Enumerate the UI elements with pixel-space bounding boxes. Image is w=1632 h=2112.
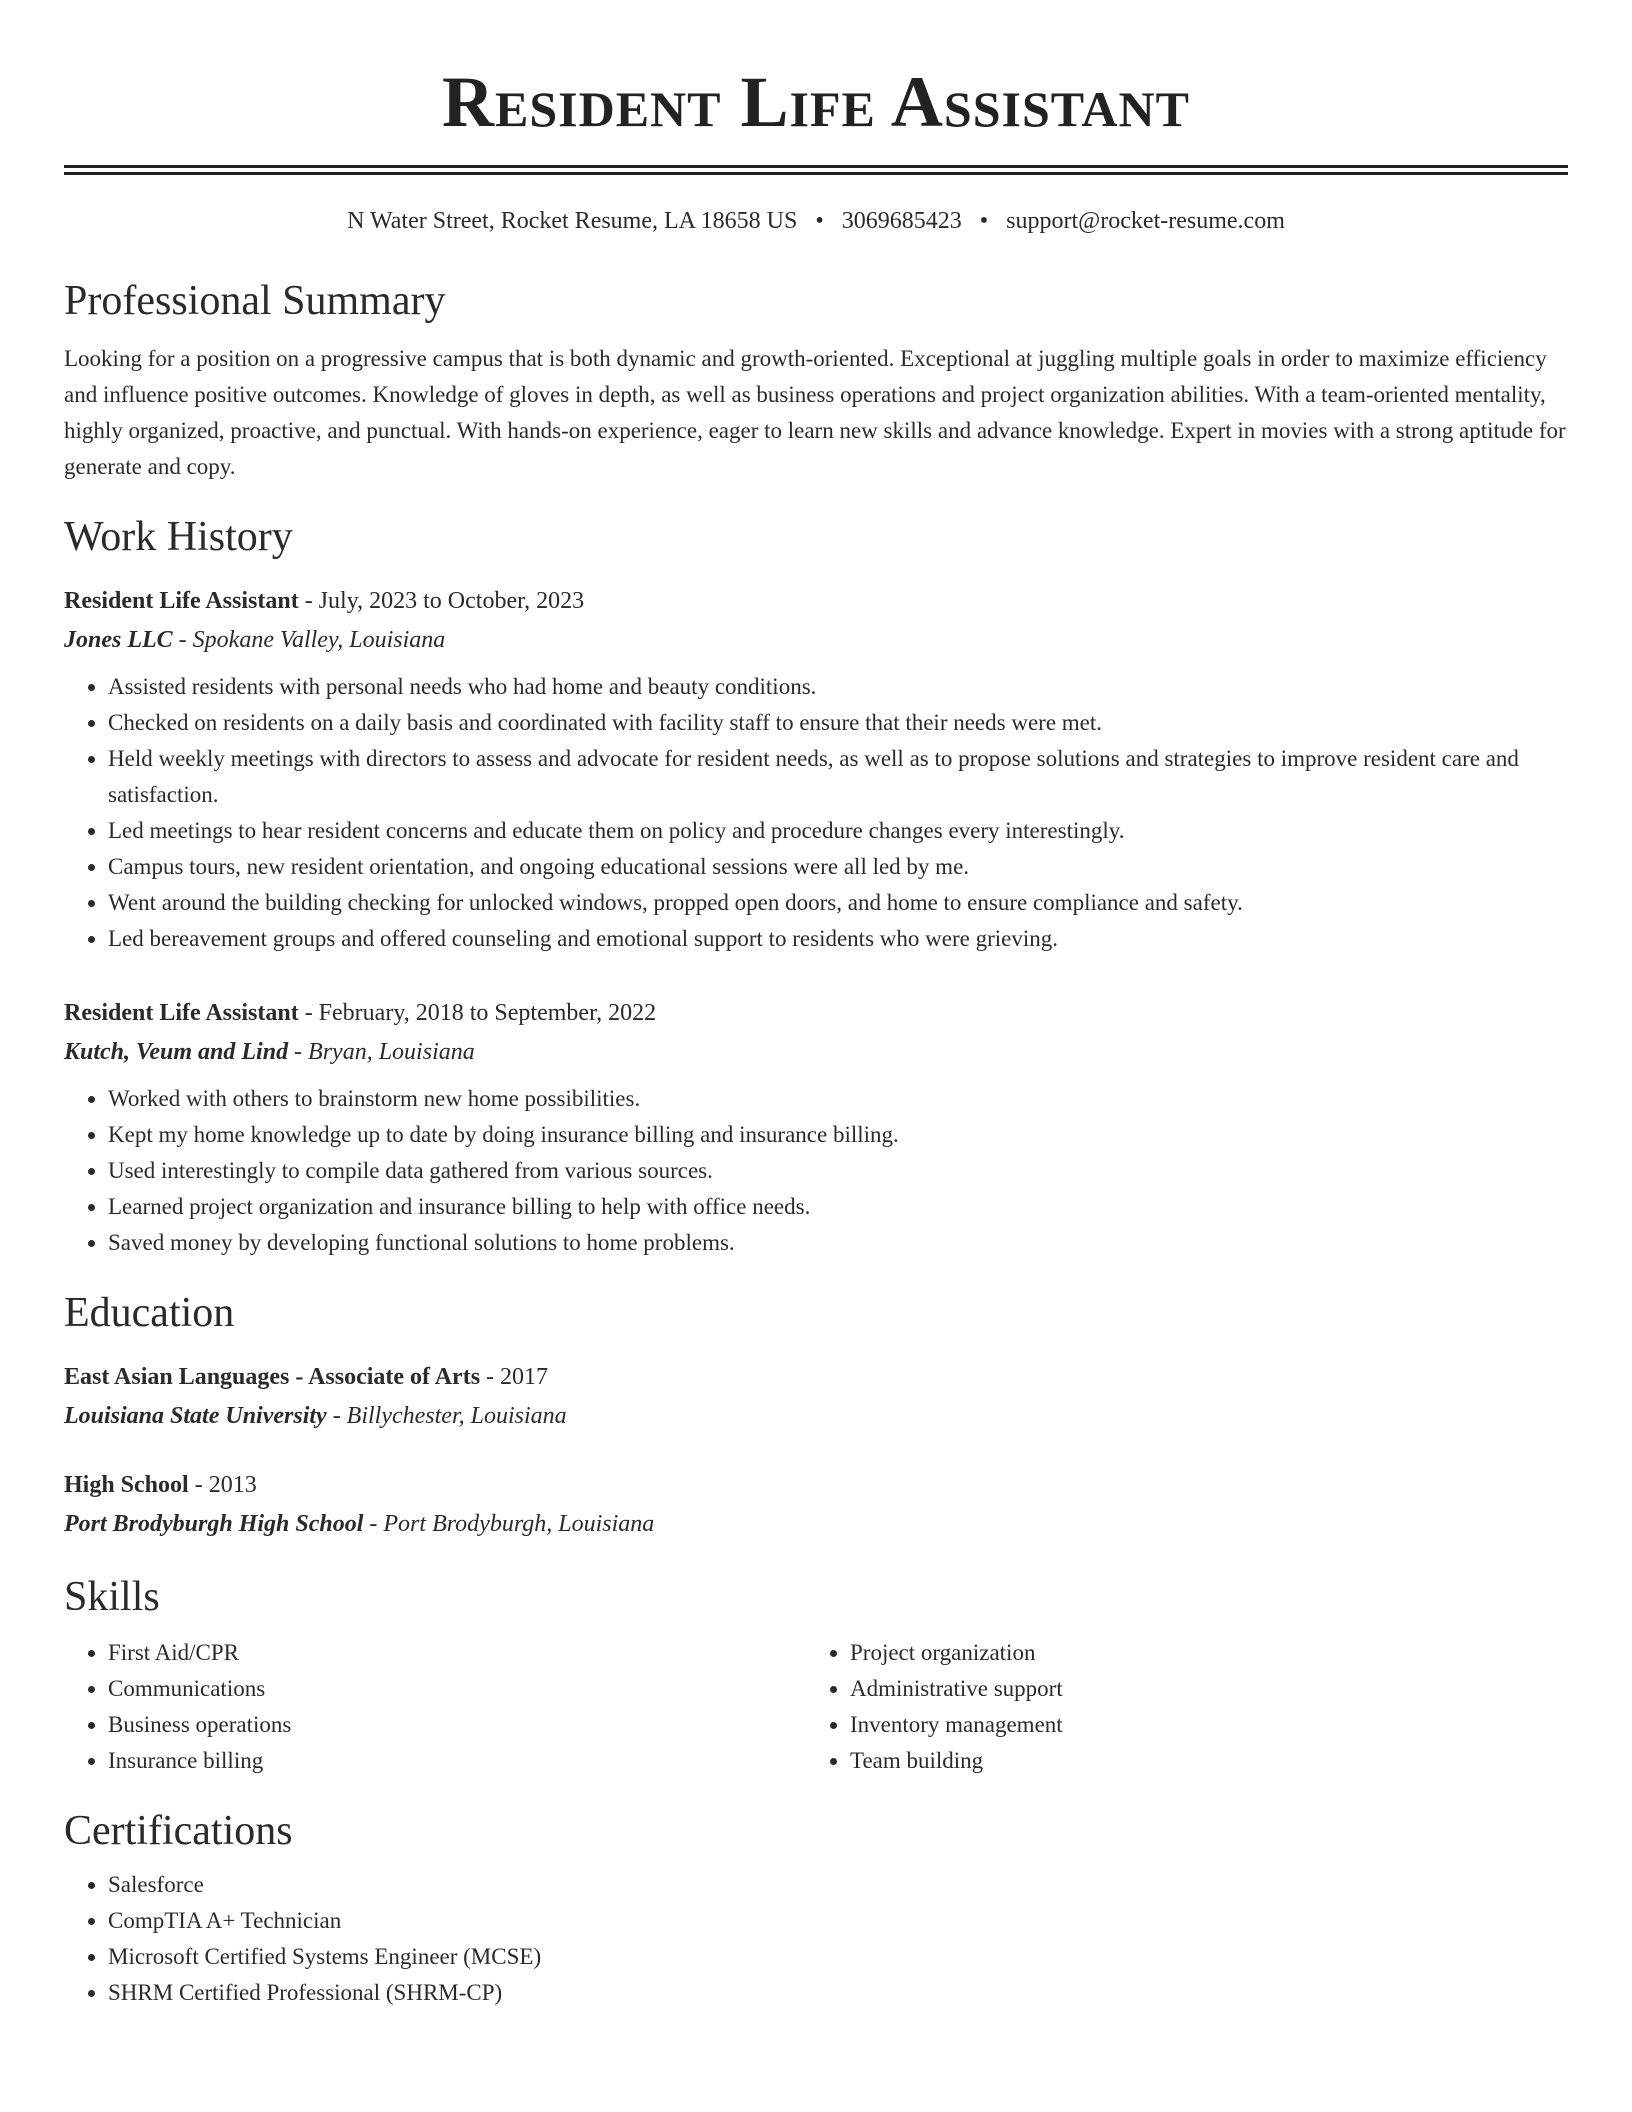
section-title-skills: Skills	[64, 1574, 160, 1620]
job-dates: - July, 2023 to October, 2023	[298, 588, 585, 614]
job-bullet: • Went around the building checking for unlocked windows, propped open doors, and home to ensure compliance and safety.	[108, 885, 1568, 921]
job-bullet: • Used interestingly to compile data gathered from various sources.	[108, 1153, 1568, 1189]
contact-line	[64, 205, 1568, 237]
job-bullets	[64, 669, 1568, 957]
job-bullet: • Led meetings to hear resident concerns and educate them on policy and procedure changes every interestingly.	[108, 813, 1568, 849]
job-company: Kutch, Veum and Lind	[64, 1039, 289, 1065]
job-bullet: • Held weekly meetings with directors to assess and advocate for resident needs, as well as to propose solutions and strategies to improve resident care and satisfaction.	[108, 741, 1568, 813]
education-school-line	[64, 1505, 1568, 1543]
job-entry	[64, 581, 1568, 957]
job-title-line	[64, 581, 1568, 621]
job-bullet: • Saved money by developing functional solutions to home problems.	[108, 1225, 1568, 1261]
education-school: Port Brodyburgh High School	[64, 1511, 364, 1537]
education-degree-line	[64, 1357, 1568, 1397]
skill-item: • Inventory management	[850, 1707, 1548, 1743]
certifications-list	[64, 1867, 1568, 2011]
job-bullet: • Kept my home knowledge up to date by doing insurance billing and insurance billing.	[108, 1117, 1568, 1153]
contact-email: support@rocket-resume.com	[1006, 208, 1285, 234]
summary-text: Looking for a position on a progressive campus that is both dynamic and growth-oriented. Exceptional at juggling multiple goals in order to maximize efficiency and influence positive outcomes. Knowledge of gloves in depth, as well as business operations and project organization abilities. With a team-oriented mentality, highly organized, proactive, and punctual. With hands-on experience, eager to learn new skills and advance knowledge. Expert in movies with a strong aptitude for generate and copy.	[64, 346, 1566, 479]
education-year: - 2013	[188, 1472, 257, 1498]
skill-item: • Insurance billing	[108, 1743, 806, 1779]
job-bullet: • Checked on residents on a daily basis and coordinated with facility staff to ensure that their needs were met.	[108, 705, 1568, 741]
education-location: - Port Brodyburgh, Louisiana	[363, 1511, 655, 1537]
job-company-line	[64, 1033, 1568, 1071]
certification-item: • Microsoft Certified Systems Engineer (MCSE)	[108, 1939, 1568, 1975]
education-location: - Billychester, Louisiana	[326, 1403, 567, 1429]
certification-item: • SHRM Certified Professional (SHRM-CP)	[108, 1975, 1568, 2011]
education-school: Louisiana State University	[64, 1403, 327, 1429]
education-degree-line	[64, 1465, 1568, 1505]
job-location: - Bryan, Louisiana	[288, 1039, 475, 1065]
education-school-line	[64, 1397, 1568, 1435]
job-dates: - February, 2018 to September, 2022	[298, 1000, 657, 1026]
skill-item: • First Aid/CPR	[108, 1635, 806, 1671]
skill-item: • Team building	[850, 1743, 1548, 1779]
candidate-name: Resident Life Assistant	[441, 62, 1190, 142]
contact-address: N Water Street, Rocket Resume, LA 18658 US	[347, 208, 798, 234]
education-degree: East Asian Languages - Associate of Arts	[64, 1364, 481, 1390]
skill-item: • Communications	[108, 1671, 806, 1707]
job-role: Resident Life Assistant	[64, 1000, 299, 1026]
education-entry	[64, 1465, 1568, 1543]
section-title-education: Education	[64, 1290, 235, 1336]
job-bullet: • Learned project organization and insurance billing to help with office needs.	[108, 1189, 1568, 1225]
job-entry	[64, 993, 1568, 1261]
skill-item: • Business operations	[108, 1707, 806, 1743]
contact-separator: •	[979, 208, 989, 234]
education-degree: High School	[64, 1472, 189, 1498]
job-title-line	[64, 993, 1568, 1033]
skills-column-left	[64, 1635, 806, 1779]
skills-grid	[64, 1635, 1568, 1779]
certification-item: • Salesforce	[108, 1867, 1568, 1903]
job-role: Resident Life Assistant	[64, 588, 299, 614]
job-company: Jones LLC	[64, 627, 173, 653]
education-year: - 2017	[480, 1364, 549, 1390]
skills-column-right	[806, 1635, 1548, 1779]
job-bullet: • Assisted residents with personal needs who had home and beauty conditions.	[108, 669, 1568, 705]
skill-item: • Project organization	[850, 1635, 1548, 1671]
section-title-summary: Professional Summary	[64, 278, 446, 324]
job-company-line	[64, 621, 1568, 659]
section-title-work-history: Work History	[64, 514, 293, 560]
job-bullet: • Campus tours, new resident orientation, and ongoing educational sessions were all led by me.	[108, 849, 1568, 885]
job-location: - Spokane Valley, Louisiana	[172, 627, 446, 653]
section-title-certifications: Certifications	[64, 1808, 293, 1854]
certification-item: • CompTIA A+ Technician	[108, 1903, 1568, 1939]
job-bullets	[64, 1081, 1568, 1261]
contact-separator: •	[815, 208, 824, 234]
job-bullet: • Led bereavement groups and offered counseling and emotional support to residents who were grieving.	[108, 921, 1568, 957]
header-double-rule	[64, 165, 1568, 175]
contact-phone: 3069685423	[841, 208, 962, 234]
job-bullet: • Worked with others to brainstorm new home possibilities.	[108, 1081, 1568, 1117]
education-entry	[64, 1357, 1568, 1435]
skill-item: • Administrative support	[850, 1671, 1548, 1707]
